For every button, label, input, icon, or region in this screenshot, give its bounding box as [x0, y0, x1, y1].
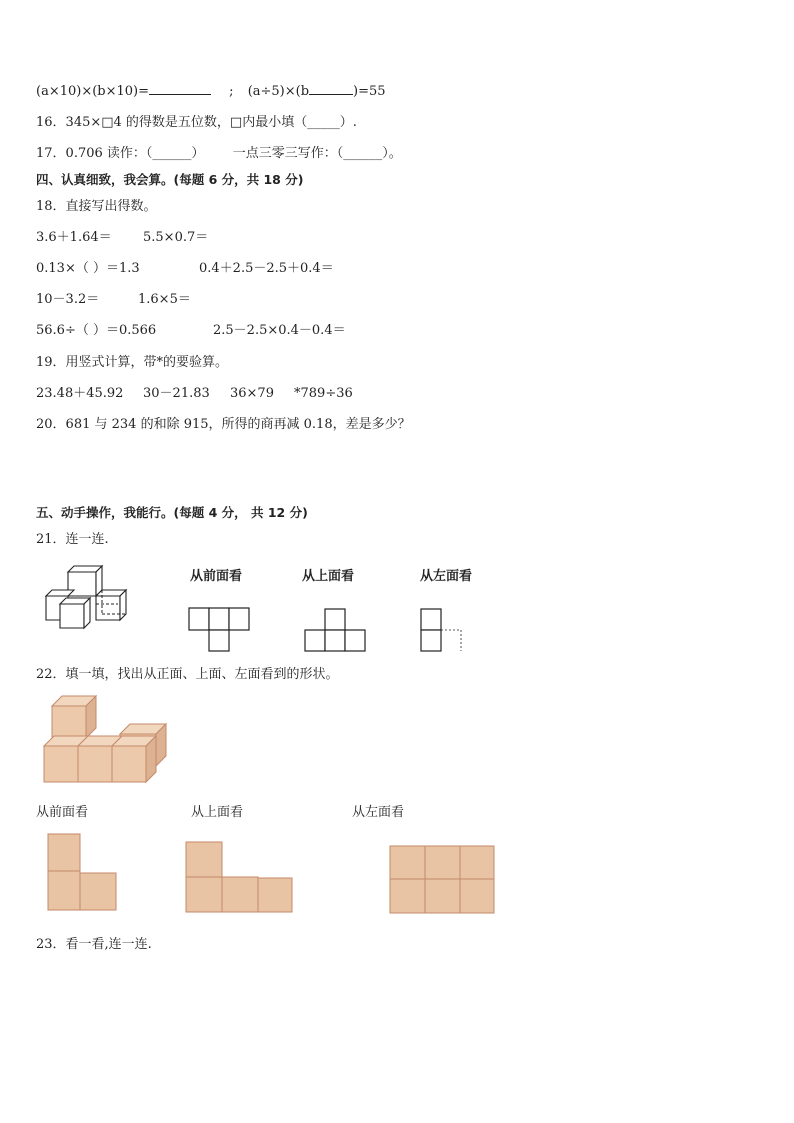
q21-cube-figure — [40, 564, 140, 634]
q17-line — [36, 145, 402, 163]
q15-blank-1[interactable] — [149, 82, 211, 95]
q18-row-2b: 0.4＋2.5－2.5＋0.4＝ — [199, 261, 334, 276]
q20-text: 20．681 与 234 的和除 915，所得的商再减 0.18，差是多少？ — [36, 417, 411, 432]
q18-row-1a: 3.6＋1.64＝ — [36, 230, 112, 245]
q22-front-view-shape — [48, 834, 118, 912]
q18-row-4a: 56.6÷（ ）＝0.566 — [36, 323, 157, 338]
q18-row-4b: 2.5－2.5×0.4－0.4＝ — [213, 323, 346, 338]
section4-title: 四、认真细致，我会算。(每题 6 分，共 18 分) — [36, 172, 304, 187]
q22-view-left-label: 从左面看 — [352, 805, 405, 820]
q22-left-view-shape — [389, 845, 497, 915]
q18-row-1b: 5.5×0.7＝ — [143, 230, 209, 245]
q21-left-view-shape — [420, 608, 464, 654]
q18-title: 18．直接写出得数。 — [36, 199, 157, 214]
q16-text: 16．345×□4 的得数是五位数，□内最小填（_____）. — [36, 115, 357, 130]
section5-title: 五、动手操作，我能行。(每题 4 分， 共 12 分) — [36, 505, 308, 520]
q19-title: 19．用竖式计算，带*的要验算。 — [36, 355, 229, 370]
q18-row-3b: 1.6×5＝ — [138, 292, 191, 307]
q21-view-top-label: 从上面看 — [302, 569, 355, 584]
q22-view-front-label: 从前面看 — [36, 805, 89, 820]
q15-line — [36, 82, 386, 101]
q22-top-view-shape — [186, 842, 294, 914]
q15-left-expr: (a×10)×(b×10)= — [36, 84, 150, 99]
q23-title: 23．看一看,连一连. — [36, 937, 152, 952]
q21-view-left-label: 从左面看 — [420, 569, 473, 584]
q19-item-3: 36×79 — [230, 386, 274, 401]
q22-title: 22．填一填，找出从正面、上面、左面看到的形状。 — [36, 667, 339, 682]
q15-right-expr-a: (a÷5)×(b — [247, 84, 310, 99]
q22-view-top-label: 从上面看 — [191, 805, 244, 820]
q17-part1: 17．0.706 读作：（______） — [36, 146, 205, 161]
q15-separator: ; — [229, 84, 234, 99]
q15-right-expr-b: )=55 — [353, 84, 386, 99]
q15-blank-2[interactable] — [309, 82, 353, 95]
q17-part2: 一点三零三写作：（______）。 — [232, 146, 402, 161]
q18-row-3a: 10－3.2＝ — [36, 292, 100, 307]
q18-row-2a: 0.13×（ ）＝1.3 — [36, 261, 140, 276]
q21-front-view-shape — [188, 607, 252, 653]
q21-view-front-label: 从前面看 — [190, 569, 243, 584]
q19-item-4: *789÷36 — [294, 386, 353, 401]
q22-cube-figure — [42, 694, 172, 786]
q21-title: 21．连一连. — [36, 532, 109, 547]
q21-top-view-shape — [304, 608, 368, 654]
q19-item-2: 30－21.83 — [143, 386, 210, 401]
q19-item-1: 23.48＋45.92 — [36, 386, 124, 401]
